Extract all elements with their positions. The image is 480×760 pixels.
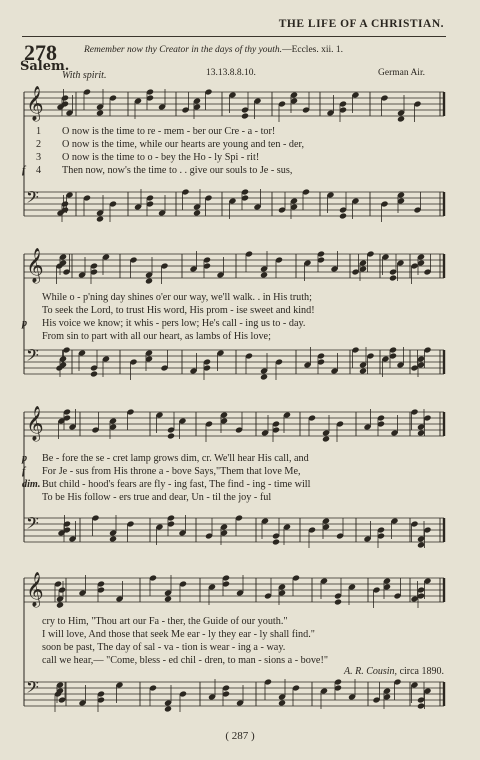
lyric-line [22,466,442,478]
note-head [397,115,405,122]
lyric-text: O now is the time to re - mem - ber our Cre - a - tor! [62,126,276,137]
tempo-marking: With spirit. [62,70,107,81]
lyric-text: cry to Him, "Thou art our Fa - ther, the Guide of our youth." [42,616,288,627]
note-head [96,215,104,222]
scripture-text: Remember now thy Creator in the days of thy youth. [84,45,283,55]
lyric-line [22,139,442,151]
hymn-number: 278 [24,40,57,65]
note-head [164,595,172,602]
note-head [417,702,425,709]
treble-clef-icon: 𝄞 [26,86,44,121]
scripture-reference: —Eccles. xii. 1. [282,45,344,55]
verse-number: 2 [36,139,42,150]
note-head [278,699,286,706]
lyric-line [22,305,442,317]
note-head [272,538,280,545]
treble-clef-icon: 𝄞 [26,406,44,441]
lyric-line [22,616,442,628]
lyric-line [22,126,442,138]
treble-clef-icon: 𝄞 [26,248,44,283]
treble-clef-icon: 𝄞 [26,572,44,607]
note-head [90,370,98,377]
note-head [334,598,342,605]
note-head [145,277,153,284]
lyric-line [22,165,442,177]
note-head [56,601,64,608]
dynamic-mark: f [22,466,26,477]
lyric-line [22,479,442,491]
bass-clef-icon: 𝄢 [26,513,39,537]
note-head [260,271,268,278]
note-head [241,112,249,119]
running-head: THE LIFE OF A CHRISTIAN. [278,18,444,30]
dynamic-mark: p [22,318,28,329]
lyric-text: O now is the time, while our hearts are young and ten - der, [62,139,305,150]
lyric-text: To be His follow - ers true and dear, Un - til the joy - ful [42,492,272,503]
lyric-text: Be - fore the se - cret lamp grows dim, cr. We'll hear His call, and [42,453,309,464]
note-head [167,432,175,439]
note-head [389,274,397,281]
note-head [417,429,425,436]
bass-clef-icon: 𝄢 [26,345,39,369]
lyric-line [22,152,442,164]
lyric-text: But child - hood's fears are fly - ing fast, The find - ing - time will [42,479,311,490]
tune-name: Salem. [20,59,70,74]
lyric-text: For Je - sus from His throne a - bove Says,"Them that love Me, [42,466,301,477]
lyric-line [22,318,442,330]
lyric-text: To seek the Lord, to trust His word, His prom - ise sweet and kind! [42,305,315,316]
author-attribution [344,666,444,677]
bass-clef-icon: 𝄢 [26,187,39,211]
verse-number: 4 [36,165,42,176]
meter: 13.13.8.8.10. [206,68,256,78]
note-head [193,209,201,216]
lyric-line [22,492,442,504]
note-head [164,705,172,712]
dynamic-mark: p [22,453,28,464]
lyric-line [22,629,442,641]
note-head [96,109,104,116]
lyric-text: soon be past, The day of sal - va - tion is wear - ing a - way. [42,642,286,653]
note-head [260,373,268,380]
lyric-text: While o - p'ning day shines o'er our way, we'll walk. . in His truth; [42,292,312,303]
lyric-text: I will love, And those that seek Me ear - ly they ear - ly shall find." [42,629,315,640]
lyric-line [22,453,442,465]
author-name: A. R. Cousin, [344,666,398,677]
note-head [417,541,425,548]
lyric-text: call we hear,— "Come, bless - ed chil - dren, to man - sions a - bove!" [42,655,329,666]
note-head [359,367,367,374]
dynamic-mark: dim. [22,479,41,490]
note-head [109,535,117,542]
lyric-line [22,331,442,343]
lyric-line [22,292,442,304]
lyric-text: From sin to part with all our heart, as lambs of His love; [42,331,271,342]
lyric-line [22,642,442,654]
tune-source: German Air. [378,68,425,78]
verse-number: 1 [36,126,42,137]
note-head [339,212,347,219]
lyric-text: His voice we know; it whis - pers low; He's call - ing us to - day. [42,318,306,329]
lyric-text: O now is the time to o - bey the Ho - ly Spi - rit! [62,152,260,163]
verse-number: 3 [36,152,42,163]
author-date: circa 1890. [399,666,444,677]
dynamic-mark: f [22,165,26,176]
note-head [322,435,330,442]
lyric-text: Then now, now's the time to . . give our souls to Je - sus, [62,165,293,176]
page-number: ( 287 ) [225,730,255,742]
bass-clef-icon: 𝄢 [26,677,39,701]
